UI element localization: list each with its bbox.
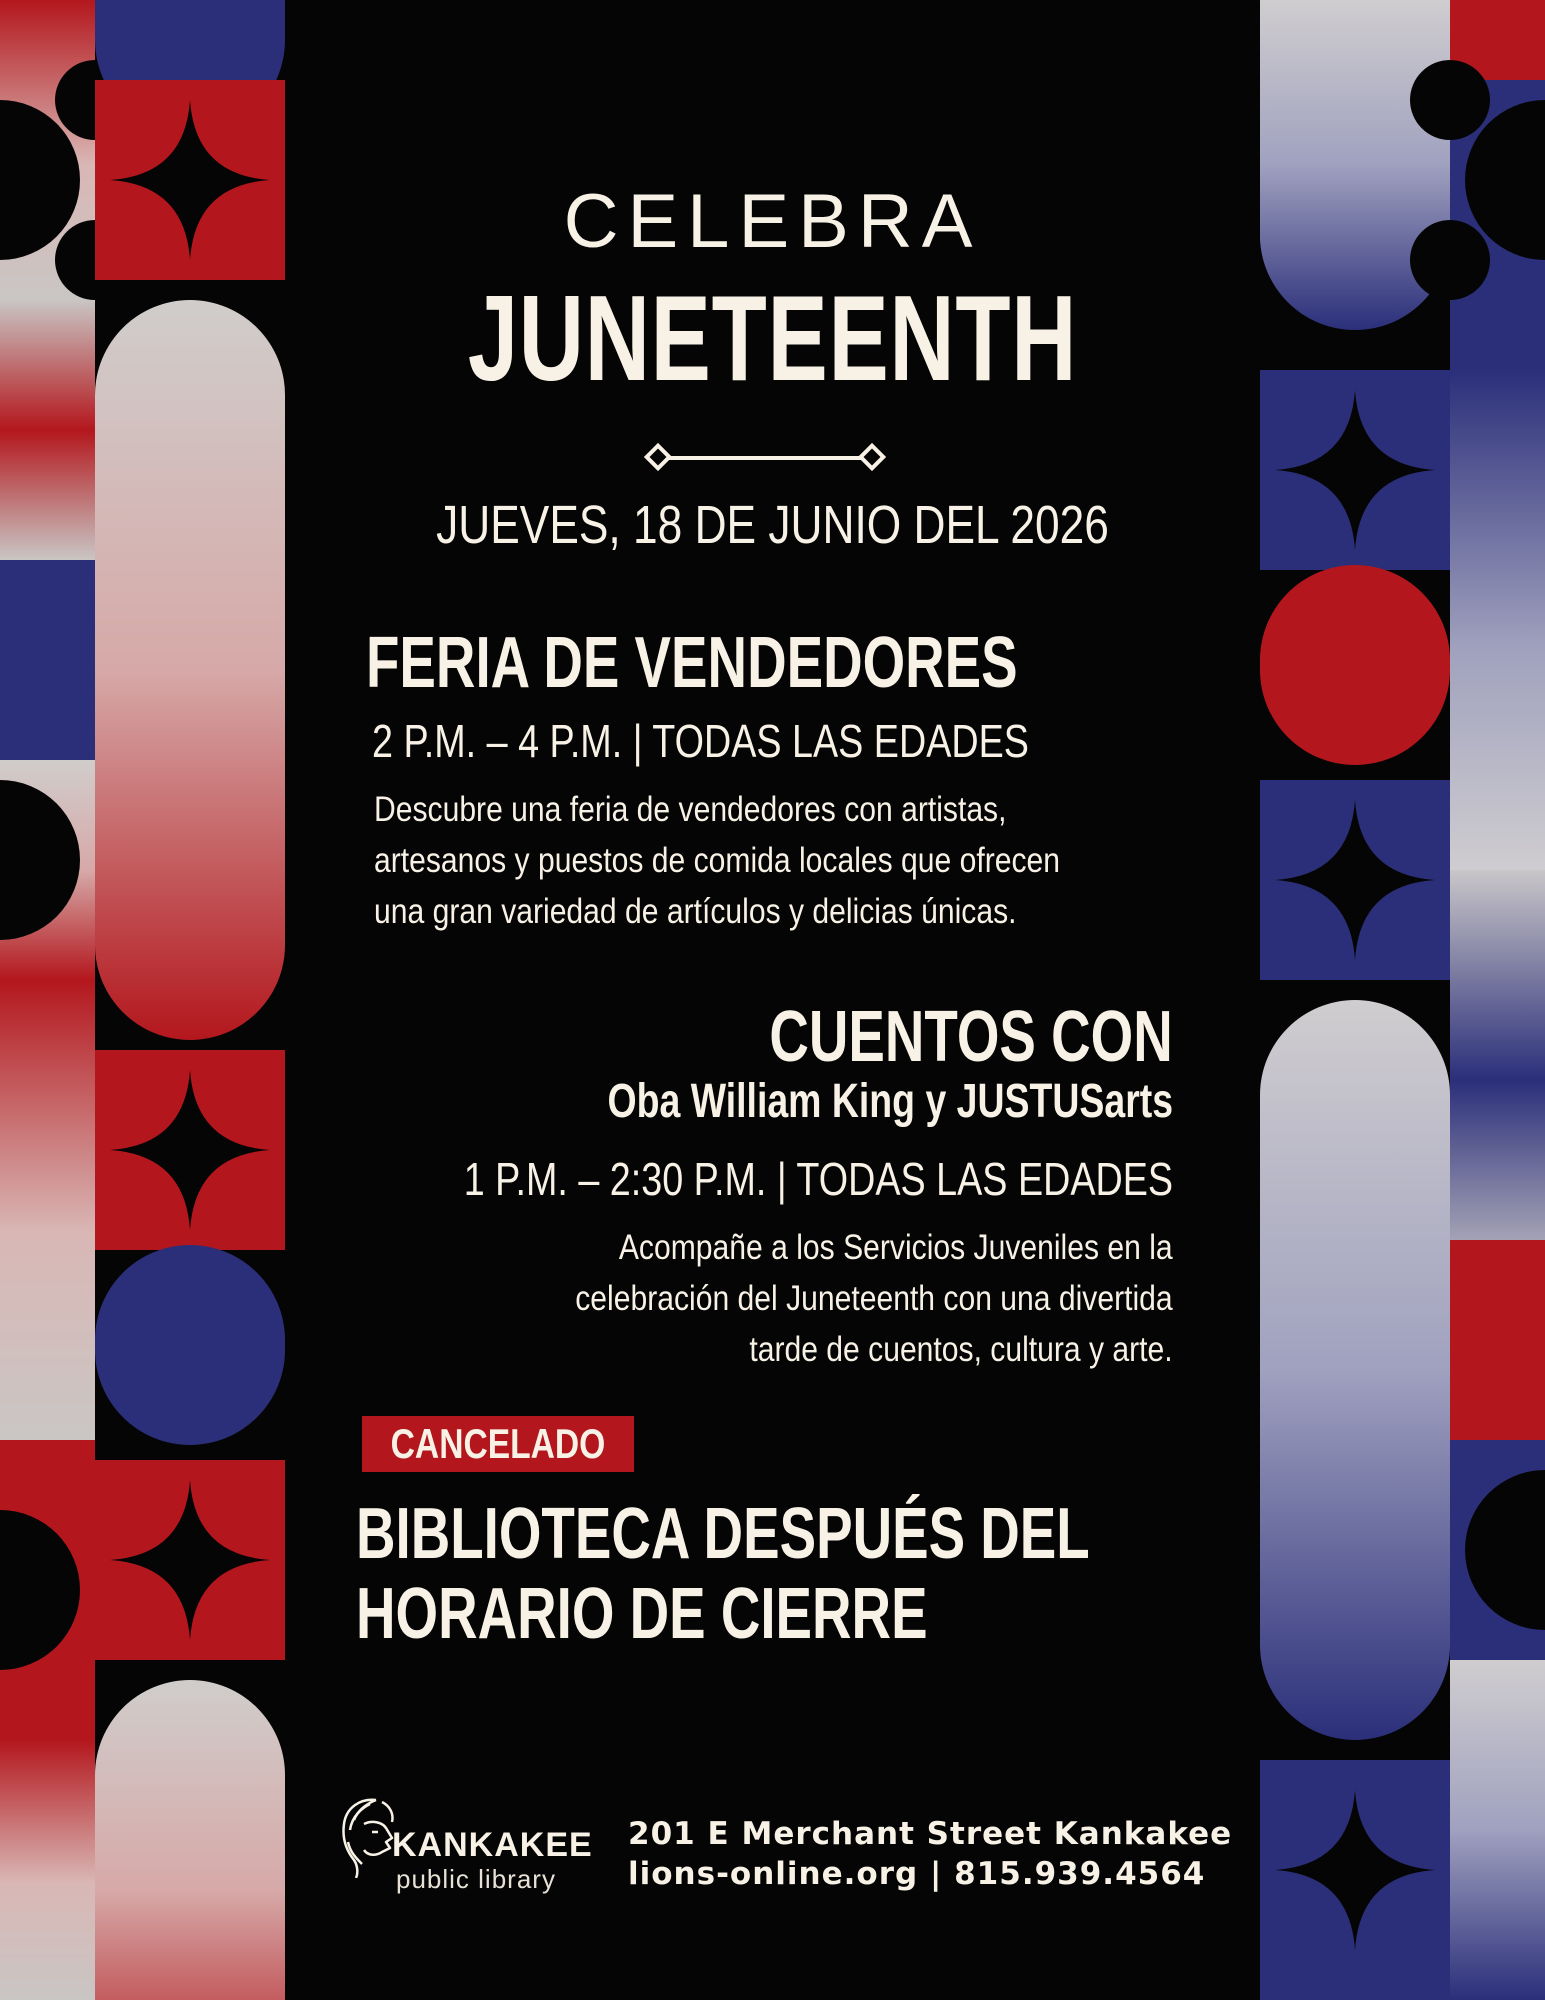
event-date: JUEVES, 18 DE JUNIO DEL 2026 [436, 495, 1109, 555]
event1-desc-line: una gran variedad de artículos y delicias únicas. [374, 892, 1017, 931]
title-divider-ornament [647, 446, 884, 469]
event1-desc-line: artesanos y puestos de comida locales que ofrecen [374, 841, 1061, 880]
event1-description [374, 784, 1060, 937]
event2-description [576, 1222, 1173, 1375]
event2-desc-line: celebración del Juneteenth con una divertida [575, 1279, 1173, 1318]
library-logo-name: KANKAKEE [392, 1826, 593, 1864]
event1-time: 2 P.M. – 4 P.M. | TODAS LAS EDADES [372, 715, 1029, 767]
event2-subtitle: Oba William King y JUSTUSarts [607, 1075, 1173, 1128]
event2-title: CUENTOS CON [769, 997, 1173, 1077]
cancelled-badge-label: CANCELADO [390, 1420, 606, 1467]
library-contact: lions-online.org | 815.939.4564 [628, 1856, 1206, 1892]
event2-desc-line: Acompañe a los Servicios Juveniles en la [619, 1228, 1173, 1267]
event1-desc-line: Descubre una feria de vendedores con artistas, [374, 790, 1007, 829]
event2-desc-line: tarde de cuentos, cultura y arte. [749, 1330, 1173, 1369]
event1-title: FERIA DE VENDEDORES [366, 623, 1018, 703]
event3-title [356, 1494, 1090, 1654]
event3-title-line: BIBLIOTECA DESPUÉS DEL [356, 1494, 1090, 1574]
event3-title-line: HORARIO DE CIERRE [356, 1574, 928, 1654]
page-title: JUNETEENTH [467, 270, 1078, 406]
library-logo-subtitle: public library [396, 1864, 556, 1894]
library-address: 201 E Merchant Street Kankakee [628, 1816, 1233, 1852]
cancelled-badge [362, 1416, 634, 1472]
celebra-label: CELEBRA [563, 179, 982, 264]
event2-time: 1 P.M. – 2:30 P.M. | TODAS LAS EDADES [463, 1153, 1173, 1205]
